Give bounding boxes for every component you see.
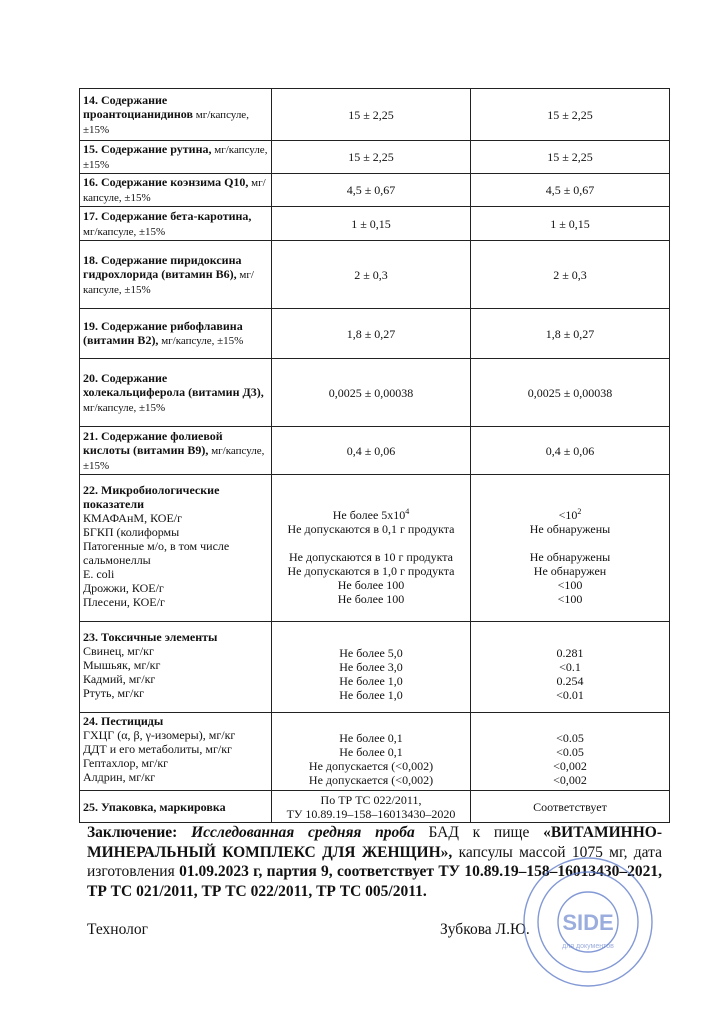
group-item-norm: Не более 5,0	[339, 646, 403, 660]
parameter-name: 21. Содержание фолиевой кислоты (витамин В9),	[83, 428, 223, 457]
group-item-norm: Не допускаются в 0,1 г продукта	[287, 521, 455, 536]
result-cell	[471, 475, 670, 622]
group-item-norm: Не более 100	[337, 591, 405, 606]
result-cell: 2 ± 0,3	[471, 241, 670, 309]
group-item-name: Плесени, КОЕ/г	[83, 594, 165, 609]
parameter-name: 18. Содержание пиридоксина гидрохлорида (витамин В6),	[83, 252, 242, 281]
parameter-name: 17. Содержание бета-каротина,	[83, 208, 252, 223]
group-item-result: <100	[557, 591, 583, 606]
table-row	[80, 427, 670, 475]
conclusion-text2: капсулы массой 1075 мг, дата изготовления	[87, 843, 663, 880]
group-item-norm: Не допускается (<0,002)	[308, 772, 434, 787]
table-row	[80, 207, 670, 241]
micro-row	[80, 475, 670, 622]
svg-text:для документов: для документов	[562, 943, 614, 950]
toxic-row	[80, 622, 670, 713]
group-item-result: <100	[557, 577, 583, 592]
spacer	[474, 491, 666, 505]
group-item-result: Не обнаружены	[529, 549, 611, 564]
result-cell: 0,4 ± 0,06	[471, 427, 670, 475]
parameter-unit: мг/капсуле, ±15%	[83, 225, 166, 238]
spacer	[474, 536, 666, 550]
norm-cell: 15 ± 2,25	[272, 89, 471, 141]
norm-cell	[272, 791, 471, 823]
parameter-cell	[80, 174, 272, 207]
group-item-norm: Не допускаются в 1,0 г продукта	[287, 563, 455, 578]
group-item-name: Мышьяк, мг/кг	[83, 657, 161, 672]
result-cell: 15 ± 2,25	[471, 89, 670, 141]
result-cell: 4,5 ± 0,67	[471, 174, 670, 207]
norm-cell: 0,4 ± 0,06	[272, 427, 471, 475]
parameter-cell	[80, 475, 272, 622]
norm-cell: 4,5 ± 0,67	[272, 174, 471, 207]
result-cell: 1 ± 0,15	[471, 207, 670, 241]
group-item-name: Кадмий, мг/кг	[83, 671, 156, 686]
conclusion-product: «ВИТАМИННО-МИНЕРАЛЬНЫЙ КОМПЛЕКС ДЛЯ ЖЕНЩИН»,	[87, 824, 662, 861]
result-cell: 1,8 ± 0,27	[471, 309, 670, 359]
parameter-name: 16. Содержание коэнзима Q10,	[83, 175, 249, 189]
superscript: 4	[405, 506, 410, 516]
superscript: 2	[577, 506, 582, 516]
norm-cell	[272, 713, 471, 791]
group-item-name: Ртуть, мг/кг	[83, 685, 145, 700]
svg-text:SIDE: SIDE	[562, 910, 614, 935]
parameter-unit: мг/капсуле, ±15%	[83, 268, 254, 296]
parameter-unit: мг/капсуле, ±15%	[83, 401, 166, 414]
norm-cell	[272, 475, 471, 622]
parameter-unit: мг/капсуле, ±15%	[83, 444, 265, 472]
spacer	[275, 536, 467, 550]
group-title: 24. Пестициды	[83, 714, 164, 728]
norm-cell: 15 ± 2,25	[272, 141, 471, 174]
norm-cell: 0,0025 ± 0,00038	[272, 359, 471, 427]
group-item-result: <0.1	[559, 660, 581, 674]
norm-cell: 1,8 ± 0,27	[272, 309, 471, 359]
parameter-cell	[80, 359, 272, 427]
parameter-cell	[80, 241, 272, 309]
stamp-seal	[490, 850, 686, 990]
pesticide-row	[80, 713, 670, 791]
result-cell: Соответствует	[471, 791, 670, 823]
group-item-name: Дрожжи, КОЕ/г	[83, 580, 164, 595]
group-title: 23. Токсичные элементы	[83, 629, 218, 644]
parameter-cell	[80, 89, 272, 141]
group-item-norm: Не более 0,1	[339, 744, 403, 759]
group-item-name: Патогенные м/о, в том числе сальмонеллы	[83, 538, 230, 567]
signature-role: Технолог	[87, 921, 148, 938]
parameter-unit: мг/капсуле, ±15%	[83, 177, 266, 204]
spacer	[275, 717, 467, 731]
group-item-name: БГКП (колиформы	[83, 524, 180, 539]
parameter-name: 14. Содержание проантоцианидинов	[83, 92, 193, 121]
table-row	[80, 141, 670, 174]
conclusion-label: Заключение:	[87, 824, 178, 841]
table-row	[80, 309, 670, 359]
parameter-cell	[80, 309, 272, 359]
group-item-name: E. coli	[83, 566, 115, 581]
spacer	[275, 491, 467, 505]
parameter-unit: мг/капсуле, ±15%	[83, 144, 268, 171]
group-item-result: <0.05	[556, 744, 584, 759]
group-item-result: 0.254	[556, 674, 584, 688]
group-title: 22. Микробиологические показатели	[83, 482, 220, 511]
norm-cell	[272, 622, 471, 713]
conclusion-date: 01.09.2023 г, партия 9, соответствует ТУ 10.89.19–158–16013430–2021, ТР ТС 021/2011, ТР ТС 022/2011, ТР ТС 005/2011.	[87, 863, 663, 900]
norm-line: ТУ 10.89.19–158–16013430–2020	[286, 806, 456, 821]
group-item-result: 0.281	[556, 646, 584, 660]
parameter-unit: мг/капсуле, ±15%	[83, 108, 249, 136]
conclusion-text1: БАД к пище	[428, 824, 530, 841]
group-item-result: <0,002	[553, 758, 587, 773]
results-table	[79, 88, 670, 823]
group-item-norm: Не более 1,0	[339, 674, 403, 688]
group-item-name: ДДТ и его метаболиты, мг/кг	[83, 742, 232, 756]
result-cell	[471, 622, 670, 713]
parameter-cell	[80, 713, 272, 791]
group-item-name: КМАФАнМ, КОЕ/г	[83, 510, 183, 525]
parameter-cell	[80, 141, 272, 174]
group-item-result: <0.01	[556, 688, 584, 702]
spacer	[474, 717, 666, 731]
group-item-result: Не обнаружен	[533, 563, 607, 578]
result-cell	[471, 713, 670, 791]
group-item-result: $<10^2$	[558, 506, 582, 522]
group-item-name: ГХЦГ (α, β, γ-изомеры), мг/кг	[83, 728, 236, 742]
packaging-row	[80, 791, 670, 823]
group-item-name: Алдрин, мг/кг	[83, 770, 156, 784]
signature-name: Зубкова Л.Ю.	[440, 921, 530, 938]
group-item-norm: Не более 100	[337, 577, 405, 592]
table-row	[80, 89, 670, 141]
conclusion-intro: Исследованная средняя проба	[191, 824, 415, 841]
spacer	[474, 632, 666, 646]
group-item-name: Гептахлор, мг/кг	[83, 756, 169, 770]
parameter-name: 20. Содержание холекальциферола (витамин Д3),	[83, 370, 264, 399]
spacer	[275, 632, 467, 646]
parameter-cell	[80, 427, 272, 475]
norm-cell: 1 ± 0,15	[272, 207, 471, 241]
group-item-norm: Не более $5х10^4$	[332, 506, 410, 522]
group-item-norm: Не допускаются в 10 г продукта	[288, 549, 454, 564]
result-cell: 0,0025 ± 0,00038	[471, 359, 670, 427]
group-item-result: <0.05	[556, 730, 584, 745]
group-item-name: Свинец, мг/кг	[83, 643, 154, 658]
parameter-cell	[80, 622, 272, 713]
group-item-norm: Не более 0,1	[339, 730, 403, 745]
result-cell: 15 ± 2,25	[471, 141, 670, 174]
group-item-norm: Не более 3,0	[339, 660, 403, 674]
norm-cell: 2 ± 0,3	[272, 241, 471, 309]
parameter-name: 15. Содержание рутина,	[83, 142, 212, 156]
parameter-cell: 25. Упаковка, маркировка	[80, 791, 272, 823]
group-item-result: <0,002	[553, 772, 587, 787]
group-item-norm: Не допускается (<0,002)	[308, 758, 434, 773]
parameter-cell	[80, 207, 272, 241]
parameter-name: 19. Содержание рибофлавина (витамин В2),	[83, 319, 243, 347]
table-row	[80, 174, 670, 207]
norm-line: По ТР ТС 022/2011,	[320, 792, 422, 807]
group-item-norm: Не более 1,0	[339, 688, 403, 702]
table-row	[80, 359, 670, 427]
group-item-result: Не обнаружены	[529, 521, 611, 536]
table-row	[80, 241, 670, 309]
parameter-unit: мг/капсуле, ±15%	[158, 335, 244, 347]
